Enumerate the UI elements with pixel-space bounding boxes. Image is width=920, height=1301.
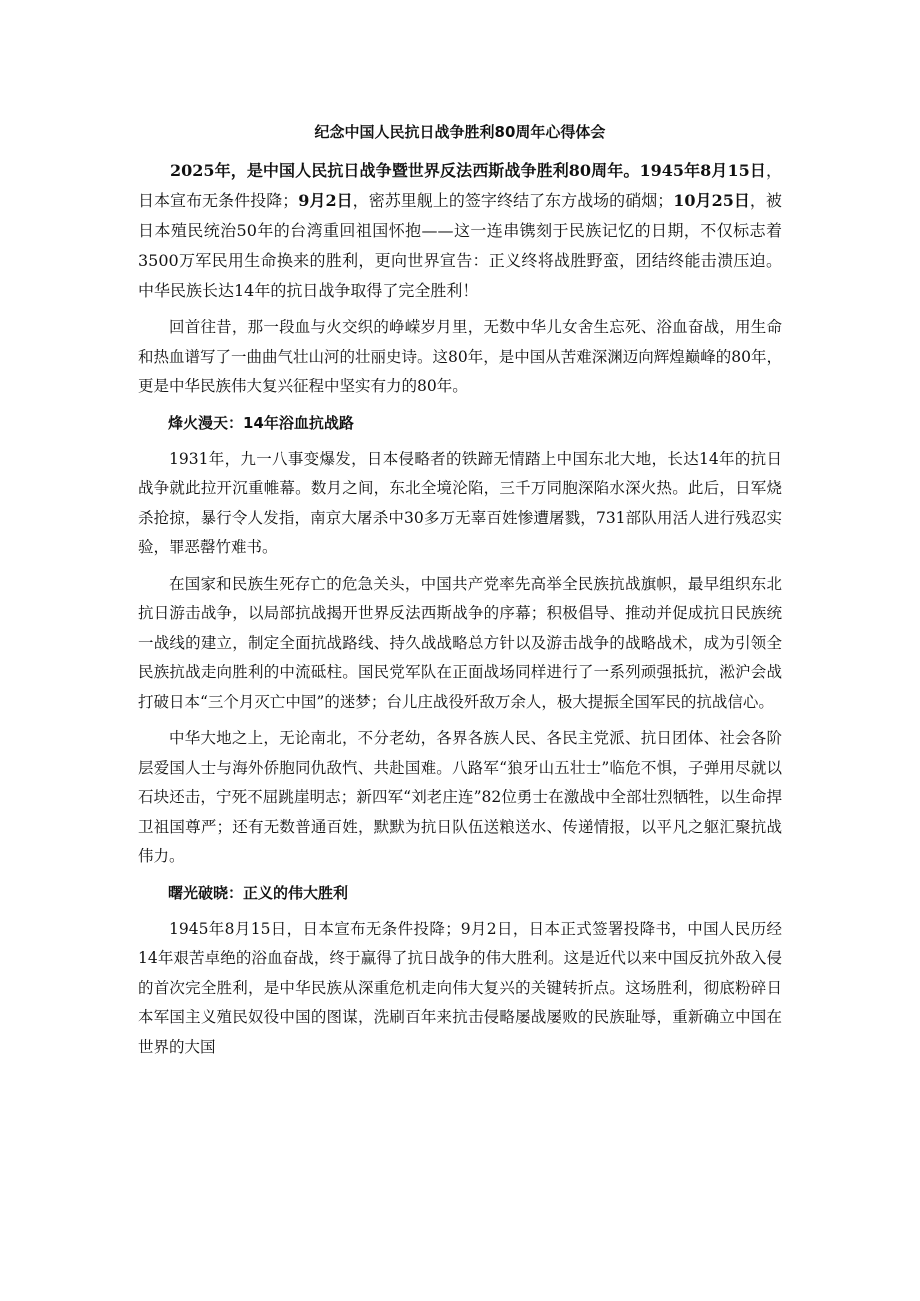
intro-text-6: ，被日本殖民统治50年的台湾重回祖国怀抱——这一连串镌刻于民族记忆的日期，不仅标志着3500万军民用生命换来的胜利，更向世界宣告：正义终将战胜野蛮，团结终能击溃压迫。中华民族长达14年的抗日战争取得了完全胜利！ bbox=[138, 191, 782, 300]
section-1-paragraph-3: 中华大地之上，无论南北，不分老幼，各界各族人民、各民主党派、抗日团体、社会各阶层爱国人士与海外侨胞同仇敌忾、共赴国难。八路军“狼牙山五壮士”临危不惧，子弹用尽就以石块还击，宁死不屈跳崖明志；新四军“刘老庄连”82位勇士在激战中全部壮烈牺牲，以生命捍卫祖国尊严；还有无数普通百姓，默默为抗日队伍送粮送水、传递情报，以平凡之躯汇聚抗战伟力。 bbox=[138, 729, 782, 865]
section-1-paragraph-2: 在国家和民族生死存亡的危急关头，中国共产党率先高举全民族抗战旗帜，最早组织东北抗日游击战争，以局部抗战揭开世界反法西斯战争的序幕；积极倡导、推动并促成抗日民族统一战线的建立，制定全面抗战路线、持久战战略总方针以及游击战争的战略战术，成为引领全民族抗战走向胜利的中流砥柱。国民党军队在正面战场同样进行了一系列顽强抵抗，淞沪会战打破日本“三个月灭亡中国”的迷梦；台儿庄战役歼敌万余人，极大提振全国军民的抗战信心。 bbox=[138, 574, 782, 711]
intro-bold-3: 9月2日 bbox=[298, 191, 353, 210]
section-2-heading: 曙光破晓：正义的伟大胜利 bbox=[168, 883, 349, 902]
intro-text-2: ，日本宣布无条件投降； bbox=[138, 161, 782, 210]
intro-bold-5: 10月25日 bbox=[673, 191, 750, 210]
section-1-heading: 烽火漫天：14年浴血抗战路 bbox=[168, 413, 354, 432]
intro-text-4: ，密苏里舰上的签字终结了东方战场的硝烟； bbox=[352, 191, 674, 210]
paragraph-2: 回首往昔，那一段血与火交织的峥嵘岁月里，无数中华儿女舍生忘死、浴血奋战，用生命和热血谱写了一曲曲气壮山河的壮丽史诗。这80年，是中国从苦难深渊迈向辉煌巅峰的80年，更是中华民族伟大复兴征程中坚实有力的80年。 bbox=[138, 318, 782, 395]
intro-bold-1: 2025年，是中国人民抗日战争暨世界反法西斯战争胜利80周年。1945年8月15日 bbox=[170, 161, 766, 180]
section-1-paragraph-1: 1931年，九一八事变爆发，日本侵略者的铁蹄无情踏上中国东北大地，长达14年的抗日战争就此拉开沉重帷幕。数月之间，东北全境沦陷，三千万同胞深陷水深火热。此后，日军烧杀抢掠，暴行令人发指，南京大屠杀中30多万无辜百姓惨遭屠戮，731部队用活人进行残忍实验，罪恶罄竹难书。 bbox=[138, 449, 782, 556]
document-title: 纪念中国人民抗日战争胜利80周年心得体会 bbox=[314, 123, 606, 141]
intro-paragraph bbox=[138, 156, 782, 306]
section-2-paragraph-1: 1945年8月15日，日本宣布无条件投降；9月2日，日本正式签署投降书，中国人民历经14年艰苦卓绝的浴血奋战，终于赢得了抗日战争的伟大胜利。这是近代以来中国反抗外敌入侵的首次完全胜利，是中华民族从深重危机走向伟大复兴的关键转折点。这场胜利，彻底粉碎日本军国主义殖民奴役中国的图谋，洗刷百年来抗击侵略屡战屡败的民族耻辱，重新确立中国在世界的大国 bbox=[138, 919, 782, 1056]
